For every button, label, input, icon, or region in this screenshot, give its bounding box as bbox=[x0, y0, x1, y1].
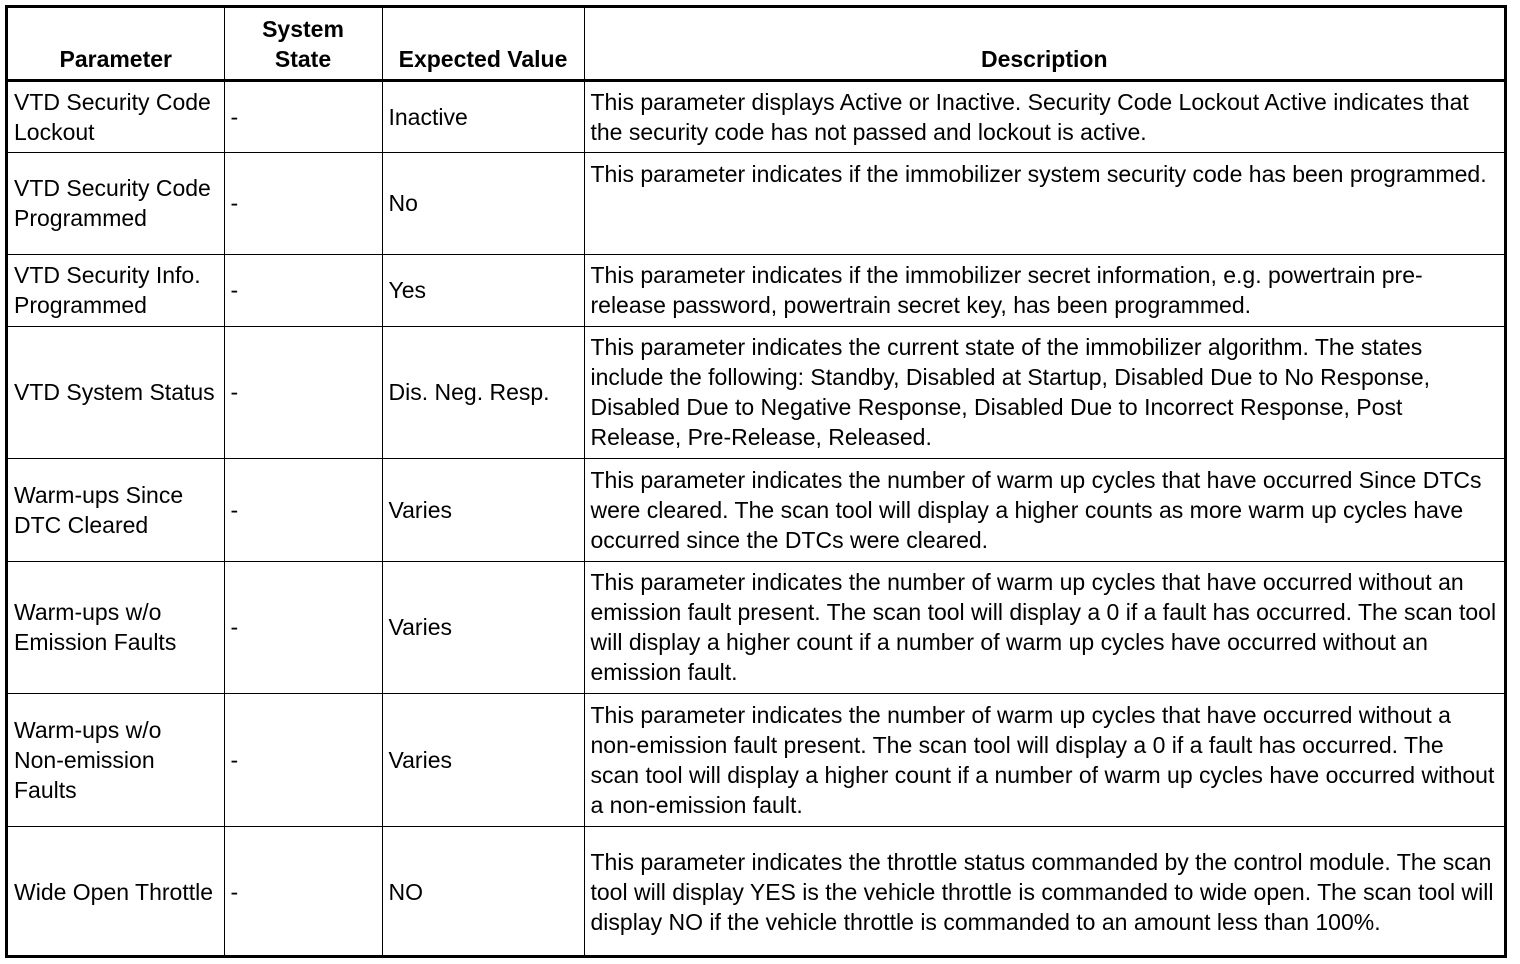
cell-expected-value: NO bbox=[382, 826, 584, 958]
cell-expected-value: Varies bbox=[382, 458, 584, 561]
cell-system-state: - bbox=[224, 80, 382, 152]
cell-parameter: Wide Open Throttle bbox=[8, 826, 224, 958]
cell-parameter: VTD Security Code Programmed bbox=[8, 152, 224, 254]
table-row bbox=[8, 326, 1504, 458]
cell-parameter: Warm-ups w/o Emission Faults bbox=[8, 561, 224, 693]
table-row bbox=[8, 561, 1504, 693]
cell-description: This parameter indicates the current state of the immobilizer algorithm. The states include the following: Standby, Disabled at Startup, Disabled Due to No Response, Disabled Due to Negative Response, Disabled Due to Incorrect Response, Post Release, Pre-Release, Released. bbox=[584, 326, 1504, 458]
parameter-table bbox=[8, 8, 1504, 958]
cell-system-state: - bbox=[224, 693, 382, 826]
cell-system-state: - bbox=[224, 326, 382, 458]
cell-expected-value: Varies bbox=[382, 693, 584, 826]
cell-expected-value: Varies bbox=[382, 561, 584, 693]
table-header-row bbox=[8, 8, 1504, 80]
cell-parameter: Warm-ups w/o Non-emission Faults bbox=[8, 693, 224, 826]
cell-description: This parameter indicates if the immobilizer system security code has been programmed. bbox=[584, 152, 1504, 254]
cell-description: This parameter indicates the number of warm up cycles that have occurred without an emission fault present. The scan tool will display a 0 if a fault has occurred. The scan tool will display a higher count if a number of warm up cycles have occurred without an emission fault. bbox=[584, 561, 1504, 693]
header-expected-value: Expected Value bbox=[382, 8, 584, 80]
table-row bbox=[8, 254, 1504, 326]
cell-description: This parameter indicates the number of warm up cycles that have occurred without a non-emission fault present. The scan tool will display a 0 if a fault has occurred. The scan tool will display a higher count if a number of warm up cycles have occurred without a non-emission fault. bbox=[584, 693, 1504, 826]
cell-parameter: VTD System Status bbox=[8, 326, 224, 458]
header-system-state bbox=[224, 8, 382, 80]
cell-description: This parameter indicates if the immobilizer secret information, e.g. powertrain pre-release password, powertrain secret key, has been programmed. bbox=[584, 254, 1504, 326]
parameter-table-frame bbox=[5, 5, 1507, 958]
header-system-state-line2: State bbox=[274, 45, 332, 72]
cell-parameter: VTD Security Info. Programmed bbox=[8, 254, 224, 326]
cell-parameter: VTD Security Code Lockout bbox=[8, 80, 224, 152]
cell-expected-value: Yes bbox=[382, 254, 584, 326]
cell-parameter: Warm-ups Since DTC Cleared bbox=[8, 458, 224, 561]
cell-description: This parameter indicates the throttle status commanded by the control module. The scan tool will display YES is the vehicle throttle is commanded to wide open. The scan tool will display NO if the vehicle throttle is commanded to an amount less than 100%. bbox=[584, 826, 1504, 958]
header-parameter: Parameter bbox=[8, 8, 224, 80]
table-row bbox=[8, 80, 1504, 152]
table-row bbox=[8, 693, 1504, 826]
header-description: Description bbox=[584, 8, 1504, 80]
cell-expected-value: Dis. Neg. Resp. bbox=[382, 326, 584, 458]
cell-system-state: - bbox=[224, 152, 382, 254]
cell-expected-value: Inactive bbox=[382, 80, 584, 152]
cell-system-state: - bbox=[224, 826, 382, 958]
cell-system-state: - bbox=[224, 458, 382, 561]
table-row bbox=[8, 826, 1504, 958]
cell-system-state: - bbox=[224, 561, 382, 693]
cell-system-state: - bbox=[224, 254, 382, 326]
cell-description: This parameter indicates the number of warm up cycles that have occurred Since DTCs were cleared. The scan tool will display a higher counts as more warm up cycles have occurred since the DTCs were cleared. bbox=[584, 458, 1504, 561]
table-row bbox=[8, 152, 1504, 254]
cell-expected-value: No bbox=[382, 152, 584, 254]
table-row bbox=[8, 458, 1504, 561]
header-system-state-line1: System bbox=[262, 15, 344, 42]
cell-description: This parameter displays Active or Inactive. Security Code Lockout Active indicates that the security code has not passed and lockout is active. bbox=[584, 80, 1504, 152]
